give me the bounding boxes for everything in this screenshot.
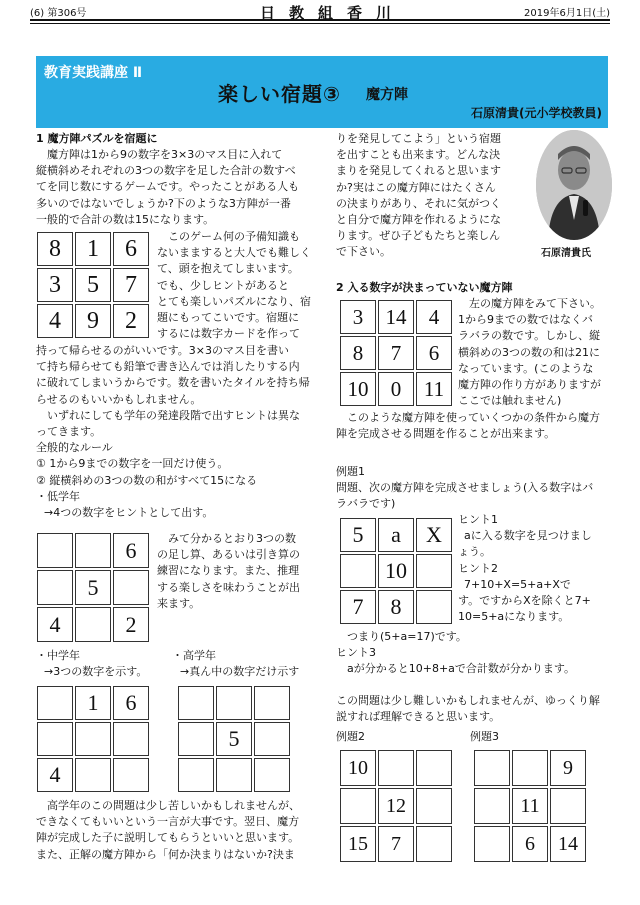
square-cell: 2 [113,607,149,642]
text-line: 縦横斜めそれぞれの3つの数字を足した合計の数すべ [36,164,296,178]
square-cell: 4 [37,304,73,338]
square-cell: 11 [416,372,452,406]
text-line: ないまますると大人でも難しく [157,246,311,260]
square-cell [474,750,510,786]
square-cell: 4 [37,607,73,642]
low-grade-text [157,531,300,612]
text-line: 持って帰らせるのがいいです。3×3のマス目を書い [36,344,290,357]
square-cell: 10 [378,554,414,588]
text-line: また、正解の魔方陣から「何か決まりはないか?決ま [36,847,295,861]
square-cell [178,758,214,792]
square-cell [37,686,73,720]
square-cell: a [378,518,414,552]
square-cell: 5 [75,268,111,302]
hint3-title: ヒント3 [336,646,376,660]
square-cell: 6 [512,826,548,862]
example2-square [340,750,452,862]
text-line: この問題は少し難しいかもしれませんが、ゆっくり解 [336,694,600,707]
text-line: 練習になります。また、推理 [157,564,300,578]
text-line: 1から9までの数ではなくバ [458,313,593,327]
section1-beside-text [157,229,311,342]
square-cell [416,554,452,588]
square-cell: 5 [340,518,376,552]
article-subtitle: 魔方陣 [366,87,408,103]
square-cell: 11 [512,788,548,824]
text-line: でも、少しヒントがあると [157,278,289,292]
text-line: aが分かると10+8+aで合計数が分かります。 [347,662,576,676]
hint-line: す。ですからXを除くと7+ [458,594,591,608]
author-byline: 石原清貴(元小学校教員) [471,106,602,120]
square-cell [512,750,548,786]
text-line: と自分で魔方陣を作れるようにな [336,213,501,227]
header-rule [30,19,610,21]
square-cell: 7 [340,590,376,624]
magic-square-sum21 [340,300,452,406]
square-cell: 14 [550,826,586,862]
square-cell: 3 [340,300,376,334]
text-line: てを同じ数にするゲームです。やったことがある人も [36,180,300,194]
grade-desc-mid: →3つの数字を示す。 [44,665,148,678]
rule-item: ① 1から9までの数字を一回だけ使う。 [36,457,229,471]
right-column-intro [336,131,501,261]
text-line: りを発見してこよう」という宿題 [336,132,501,145]
series-title: 教育実践講座 Ⅱ [44,65,143,81]
square-cell: 6 [113,232,149,266]
text-line: 左の魔方陣をみて下さい。 [469,297,601,310]
grade-label-high: ・高学年 [172,649,216,662]
square-cell: 1 [75,686,111,720]
text-line: 高学年のこの問題は少し苦しいかもしれませんが、 [47,799,300,812]
square-cell [416,750,452,786]
square-cell [550,788,586,824]
square-cell: 6 [113,686,149,720]
square-cell: 7 [113,268,149,302]
hint-line: aに入る数字を見つけまし [464,529,592,543]
text-line: の足し算、あるいは引き算の [157,548,300,562]
square-cell [37,533,73,568]
square-cell [37,722,73,756]
text-line: らせるのもいいかもしれません。 [36,392,202,406]
section1-closing [36,798,300,863]
square-cell: 15 [340,826,376,862]
section1-intro [36,147,299,228]
grade-desc-low: →4つの数字をヒントとして出す。 [44,506,214,520]
square-cell: 8 [340,336,376,370]
text-line: ります。ぜひ子どもたちと楽しん [336,229,501,243]
grade-desc-high: →真ん中の数字だけ示す [180,665,300,678]
grade-label-low: ・低学年 [36,489,80,503]
square-cell: 5 [75,570,111,605]
square-cell: 6 [113,533,149,568]
square-cell [254,686,290,720]
text-line: つまり(5+a=17)です。 [347,630,467,643]
example2-title: 例題2 [336,730,365,743]
issue-date: 2019年6月1日(土) [524,8,610,19]
example1-square [340,518,452,624]
square-cell: 9 [550,750,586,786]
square-cell: 2 [113,304,149,338]
section1-heading: 1 魔方陣パズルを宿題に [36,132,158,145]
section2-beside-text [458,296,601,409]
rules-title: 全般的なルール [36,441,113,455]
text-line: 横斜めの3つの数の和は21に [458,345,600,359]
square-cell [378,750,414,786]
square-cell: 8 [378,590,414,624]
square-cell [416,826,452,862]
magic-square-3x3 [37,232,149,338]
text-line: 問題、次の魔方陣を完成させましょう(入る数字はバ [336,481,594,495]
square-cell: 5 [216,722,252,756]
example3-square [474,750,586,862]
grade-label-mid: ・中学年 [36,649,80,662]
text-line: いずれにしても学年の発達段階で出すヒントは異な [47,408,300,422]
text-line: 陣を完成させる問題を作ることが出来ます。 [336,427,556,441]
author-photo [536,130,612,240]
square-cell: 10 [340,750,376,786]
magic-square-low-grade [37,533,149,642]
square-cell [416,590,452,624]
square-cell: 7 [378,826,414,862]
text-line: ラバラの数です。しかし、縦 [458,329,601,343]
page-issue: (6) 第306号 [30,8,87,19]
square-cell: 7 [378,336,414,370]
hint-line: ヒント2 [458,561,498,575]
text-line: の決まりがあり、それに気がつく [336,196,501,210]
example1-title: 例題1 [336,465,365,478]
text-line: で下さい。 [336,245,391,259]
portrait-illustration [536,130,612,240]
text-line: ここでは触れません) [458,394,562,408]
square-cell: 3 [37,268,73,302]
text-line: か?実はこの魔方陣にはたくさん [336,180,496,194]
text-line: まりを発見してくれると思います [336,164,501,178]
text-line: 魔方陣は1から9の数字を3×3のマス目に入れて [47,148,283,161]
hint-line: ょう。 [458,545,491,559]
rule-item: ② 縦横斜めの3つの数の和がすべて15になる [36,473,258,487]
article-title: 楽しい宿題③ [218,82,341,106]
square-cell: 9 [75,304,111,338]
text-line: ってきます。 [36,425,102,439]
square-cell [75,533,111,568]
square-cell [178,722,214,756]
square-cell [216,686,252,720]
square-cell: X [416,518,452,552]
text-line: 魔方陣の作り方がありますが [458,378,601,392]
square-cell [75,722,111,756]
example1-conclusion [336,629,575,678]
square-cell [113,570,149,605]
text-line: 陣が完成した子に説明してもらうといいと思います。 [36,831,300,845]
text-line: 一般的で合計の数は15になります。 [36,212,215,226]
text-line: 説すれば理解できると思います。 [336,710,501,724]
section2-heading: 2 入る数字が決まっていない魔方陣 [336,281,513,294]
photo-caption: 石原清貴氏 [541,248,591,259]
square-cell [113,722,149,756]
text-line: 来ます。 [157,596,201,610]
newspaper-title: 日教組香川 [260,4,406,22]
header-rule-thin [30,23,610,24]
text-line: みて分かるとおり3つの数 [168,532,296,545]
section1-after-text [36,343,310,521]
hint-line: ヒント1 [458,513,498,526]
example1-hints [458,512,592,625]
section2-after-text [336,410,600,442]
text-line: できなくてもいいという一言が大事です。翌日、魔方 [36,815,300,829]
text-line: する楽しさを味わうことが出 [157,580,300,594]
example1-text [336,464,593,513]
text-line: を出すことも出来ます。どんな決 [336,148,501,162]
square-cell: 1 [75,232,111,266]
square-cell [37,570,73,605]
text-line: に破れてしまいうからです。数を書いたタイルを持ち帰 [36,376,310,390]
text-line: ラバラです) [336,497,396,511]
square-cell: 10 [340,372,376,406]
text-line: て持ち帰らせても鉛筆で書き込んでは消したりする内 [36,360,300,374]
square-cell [474,826,510,862]
square-cell: 8 [37,232,73,266]
square-cell: 6 [416,336,452,370]
text-line: なっています。(このような [458,361,594,375]
square-cell: 0 [378,372,414,406]
text-line: とても楽しいパズルになり、宿 [157,294,311,308]
text-line: て、頭を抱えてしまいます。 [157,262,299,276]
hint-line: 7+10+X=5+a+Xで [464,577,571,591]
square-cell [254,758,290,792]
magic-square-high-grade [178,686,290,792]
square-cell [178,686,214,720]
square-cell [75,758,111,792]
square-cell [75,607,111,642]
square-cell: 14 [378,300,414,334]
section2-closing [336,693,600,725]
square-cell [340,554,376,588]
text-line: するには数字カードを作って [157,327,300,341]
text-line: このゲーム何の予備知識も [168,230,300,243]
square-cell [254,722,290,756]
square-cell: 4 [37,758,73,792]
square-cell [340,788,376,824]
example3-title: 例題3 [470,730,499,743]
text-line: 題にもってこいです。宿題に [157,311,300,325]
hint-line: 10=5+aになります。 [458,610,570,624]
square-cell [474,788,510,824]
square-cell: 12 [378,788,414,824]
text-line: 多いのではないでしょうか?下のような3方陣が一番 [36,196,291,210]
square-cell: 4 [416,300,452,334]
square-cell [113,758,149,792]
magic-square-mid-grade [37,686,149,792]
text-line: このような魔方陣を使っていくつかの条件から魔方 [347,411,600,424]
square-cell [216,758,252,792]
square-cell [416,788,452,824]
